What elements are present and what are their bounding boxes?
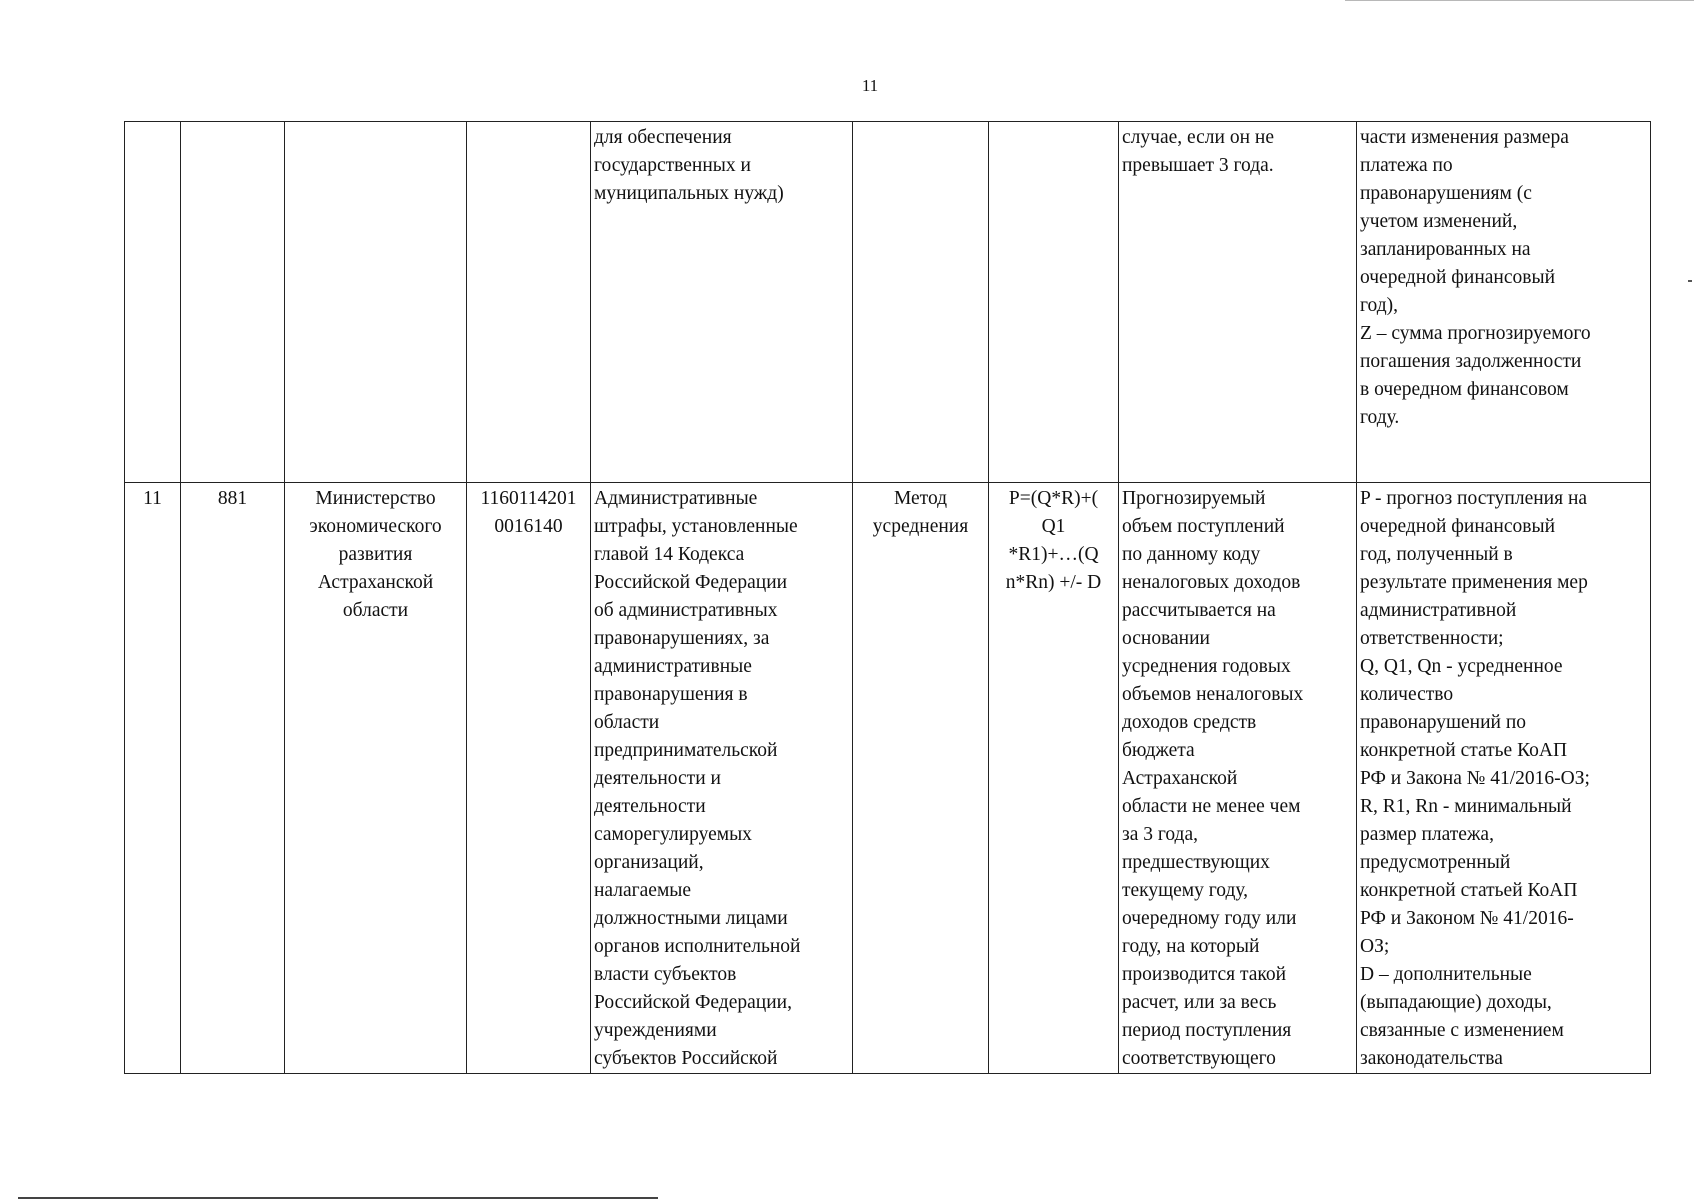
admin-code-cell: 881 — [181, 483, 285, 1074]
scan-artifact-mark — [1688, 280, 1692, 282]
revenue-name-cell: Административные штрафы, установленные главой 14 Кодекса Российской Федерации об административных правонарушениях, за административные правонарушения в области предпринимательской деятельности и деятельности саморегулируемых организаций, налагаемые должностными лицами органов исполнительной власти субъектов Российской Федерации, учреждениями субъектов Российской — [591, 483, 853, 1074]
kbk-code-cell: 1160114201 0016140 — [467, 483, 591, 1074]
page-number: 11 — [861, 76, 879, 95]
methodology-table — [124, 121, 1651, 1074]
scan-artifact-line — [1345, 0, 1694, 1]
row-number-cell — [125, 122, 181, 483]
admin-code-cell — [181, 122, 285, 483]
algorithm-cell: случае, если он не превышает 3 года. — [1119, 122, 1357, 483]
administrator-cell — [285, 122, 467, 483]
method-cell: Метод усреднения — [853, 483, 989, 1074]
formula-cell: P=(Q*R)+( Q1 *R1)+…(Q n*Rn) +/- D — [989, 483, 1119, 1074]
row-number-cell: 11 — [125, 483, 181, 1074]
kbk-code-cell — [467, 122, 591, 483]
indicator-description-cell: P - прогноз поступления на очередной финансовый год, полученный в результате применения мер административной ответственности; Q, Q1, Qn - усредненное количество правонарушений по конкретной статье КоАП РФ и Закона № 41/2016-ОЗ; R, R1, Rn - минимальный размер платежа, предусмотренный конкретной статьей КоАП РФ и Законом № 41/2016- ОЗ; D – дополнительные (выпадающие) доходы, связанные с изменением законодательства — [1357, 483, 1651, 1074]
algorithm-cell: Прогнозируемый объем поступлений по данному коду неналоговых доходов рассчитывается на основании усреднения годовых объемов неналоговых доходов средств бюджета Астраханской области не менее чем за 3 года, предшествующих текущему году, очередному году или году, на который производится такой расчет, или за весь период поступления соответствующего — [1119, 483, 1357, 1074]
method-cell — [853, 122, 989, 483]
indicator-description-cell: части изменения размера платежа по правонарушениям (с учетом изменений, запланированных на очередной финансовый год), Z – сумма прогнозируемого погашения задолженности в очередном финансовом году. — [1357, 122, 1651, 483]
table-row — [125, 122, 1651, 483]
table-row — [125, 483, 1651, 1074]
administrator-cell: Министерство экономического развития Астраханской области — [285, 483, 467, 1074]
scan-artifact-line — [18, 1197, 658, 1199]
formula-cell — [989, 122, 1119, 483]
revenue-name-cell: для обеспечения государственных и муниципальных нужд) — [591, 122, 853, 483]
